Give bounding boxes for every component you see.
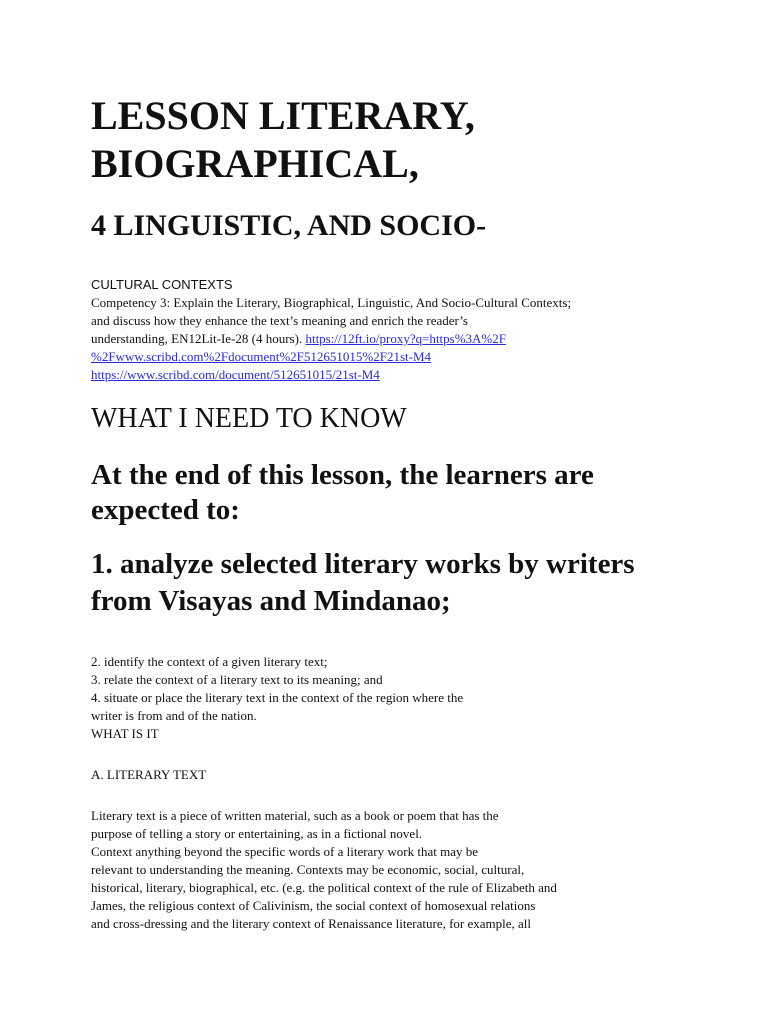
objectives-intro-line-2: expected to: — [91, 494, 240, 526]
competency-line-3 — [91, 330, 506, 348]
section-a-heading: A. LITERARY TEXT — [91, 767, 207, 782]
objective-4-continued: writer is from and of the nation. — [91, 708, 257, 723]
body-line: James, the religious context of Calivinism, the social context of homosexual relations — [91, 898, 536, 913]
what-i-need-to-know-heading: WHAT I NEED TO KNOW — [91, 403, 407, 434]
objective-2: 2. identify the context of a given literary text; — [91, 654, 328, 669]
body-line: Context anything beyond the specific words of a literary work that may be — [91, 844, 479, 859]
body-line: purpose of telling a story or entertaining, as in a fictional novel. — [91, 826, 423, 841]
objectives-intro-line-1: At the end of this lesson, the learners are — [91, 459, 594, 491]
objective-3: 3. relate the context of a literary text to its meaning; and — [91, 672, 383, 687]
cultural-contexts-label: CULTURAL CONTEXTS — [91, 277, 233, 292]
body-line: historical, literary, biographical, etc. (e.g. the political context of the rule of Elizabeth and — [91, 880, 557, 895]
body-line: and cross-dressing and the literary context of Renaissance literature, for example, all — [91, 916, 532, 931]
scribd-link-line — [91, 366, 380, 384]
title-line-2: BIOGRAPHICAL, — [91, 141, 419, 186]
objective-4: 4. situate or place the literary text in the context of the region where the — [91, 690, 464, 705]
objective-1-line-2: from Visayas and Mindanao; — [91, 585, 451, 617]
what-is-it-heading: WHAT IS IT — [91, 726, 159, 741]
proxy-link-continued[interactable]: %2Fwww.scribd.com%2Fdocument%2F512651015%2F21st-M4 — [91, 349, 432, 364]
scribd-link[interactable]: https://www.scribd.com/document/512651015/21st-M4 — [91, 367, 380, 382]
body-line: relevant to understanding the meaning. Contexts may be economic, social, cultural, — [91, 862, 525, 877]
competency-line-3-text: understanding, EN12Lit-Ie-28 (4 hours). — [91, 331, 306, 346]
proxy-link-continued-line — [91, 348, 431, 366]
subtitle: 4 LINGUISTIC, AND SOCIO- — [91, 209, 487, 242]
body-line: Literary text is a piece of written material, such as a book or poem that has the — [91, 808, 499, 823]
objective-1-line-1: 1. analyze selected literary works by writers — [91, 548, 635, 580]
title-line-1: LESSON LITERARY, — [91, 93, 475, 138]
proxy-link[interactable]: https://12ft.io/proxy?q=https%3A%2F — [305, 331, 506, 346]
competency-line-1: Competency 3: Explain the Literary, Biographical, Linguistic, And Socio-Cultural Contexts; — [91, 295, 572, 310]
competency-line-2: and discuss how they enhance the text’s meaning and enrich the reader’s — [91, 313, 468, 328]
